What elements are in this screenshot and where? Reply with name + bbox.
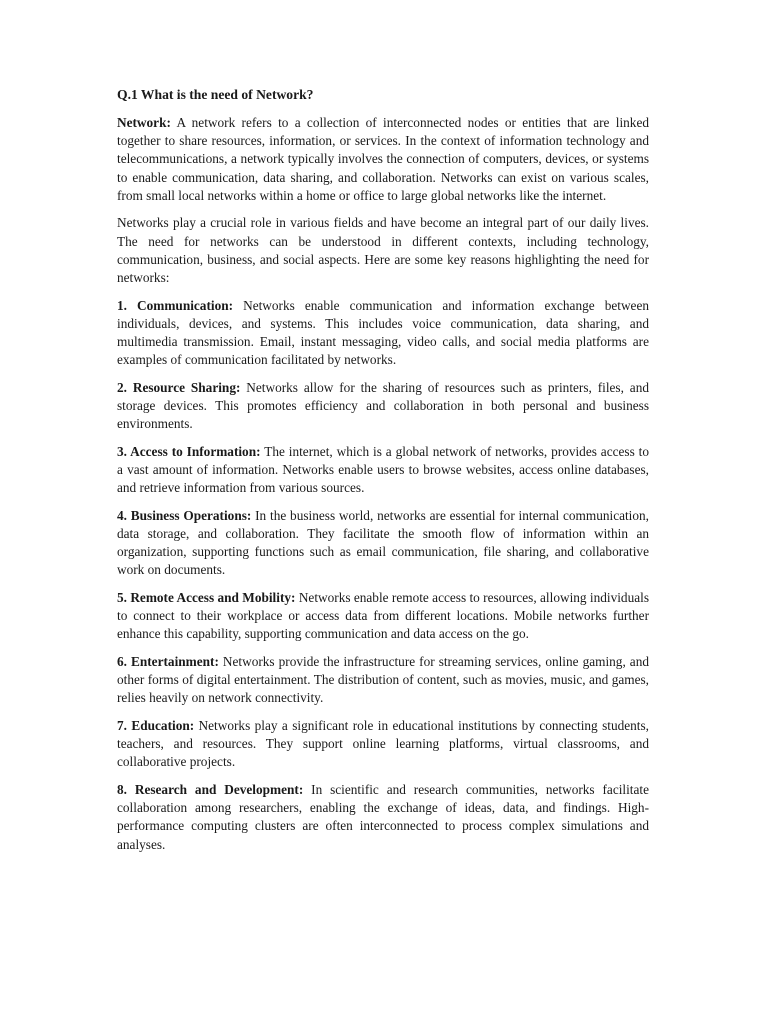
reason-entertainment: [117, 653, 649, 708]
reason-title: 8. Research and Development:: [117, 782, 304, 798]
reason-text: The internet, which is a global network of networks, provides access to a vast amount of information. Networks enable users to browse websites, access online databases, and retrieve information from various sources.: [117, 443, 650, 496]
reason-title: 3. Access to Information:: [117, 443, 261, 459]
reason-remote-access-mobility: [117, 589, 649, 644]
reason-title: 4. Business Operations:: [117, 507, 252, 523]
reason-title: 1. Communication:: [117, 297, 234, 313]
reason-communication: [117, 297, 649, 370]
reason-text: Networks enable communication and information exchange between individuals, devices, and systems. This includes voice communication, data sharing, and multimedia transmission. Email, instant messaging, video calls, and social media platforms are examples of communication facilitated by networks.: [117, 297, 649, 368]
reason-title: 7. Education:: [117, 718, 195, 734]
reason-text: Networks enable remote access to resources, allowing individuals to connect to their workplace or access data from different locations. Mobile networks further enhance this capability, supporting communication and data access on the go.: [117, 590, 650, 642]
reason-text: In scientific and research communities, networks facilitate collaboration among researchers, enabling the exchange of ideas, data, and findings. High-performance computing clusters are often interconnected to process complex simulations and analyses.: [117, 782, 649, 852]
reason-access-to-information: [117, 443, 649, 498]
intro-text: A network refers to a collection of interconnected nodes or entities that are linked together to share resources, information, or services. In the context of information technology and telecommunications, a network typically involves the connection of computers, devices, or systems to enable communication, data sharing, and collaboration. Networks can exist on various scales, from small local networks within a home or office to large global networks like the internet.: [117, 115, 649, 203]
reason-text: In the business world, networks are essential for internal communication, data storage, and collaboration. They facilitate the smooth flow of information within an organization, supporting functions such as email communication, file sharing, and collaborative work on documents.: [117, 507, 650, 578]
question-title: Q.1 What is the need of Network?: [117, 87, 314, 102]
intro-term: Network:: [117, 115, 171, 130]
reason-education: [117, 717, 649, 772]
reason-text: Networks play a significant role in educational institutions by connecting students, teachers, and resources. They support online learning platforms, virtual classrooms, and collaborative projects.: [117, 718, 649, 770]
intro-paragraph: [117, 114, 649, 205]
reason-text: Networks provide the infrastructure for streaming services, online gaming, and other forms of digital entertainment. The distribution of content, such as movies, music, and games, relies heavily on network connectivity.: [117, 654, 649, 706]
overview-paragraph: Networks play a crucial role in various fields and have become an integral part of our daily lives. The need for networks can be understood in different contexts, including technology, communication, business, and social aspects. Here are some key reasons highlighting the need for networks:: [117, 215, 649, 286]
reason-title: 6. Entertainment:: [117, 654, 219, 670]
reason-title: 5. Remote Access and Mobility:: [117, 590, 296, 606]
reason-resource-sharing: [117, 379, 649, 434]
reason-text: Networks allow for the sharing of resources such as printers, files, and storage devices. This promotes efficiency and collaboration in both personal and business environments.: [117, 379, 649, 432]
document-page: [117, 86, 649, 863]
reason-title: 2. Resource Sharing:: [117, 379, 241, 395]
reason-research-development: [117, 781, 649, 854]
reason-business-operations: [117, 507, 649, 580]
